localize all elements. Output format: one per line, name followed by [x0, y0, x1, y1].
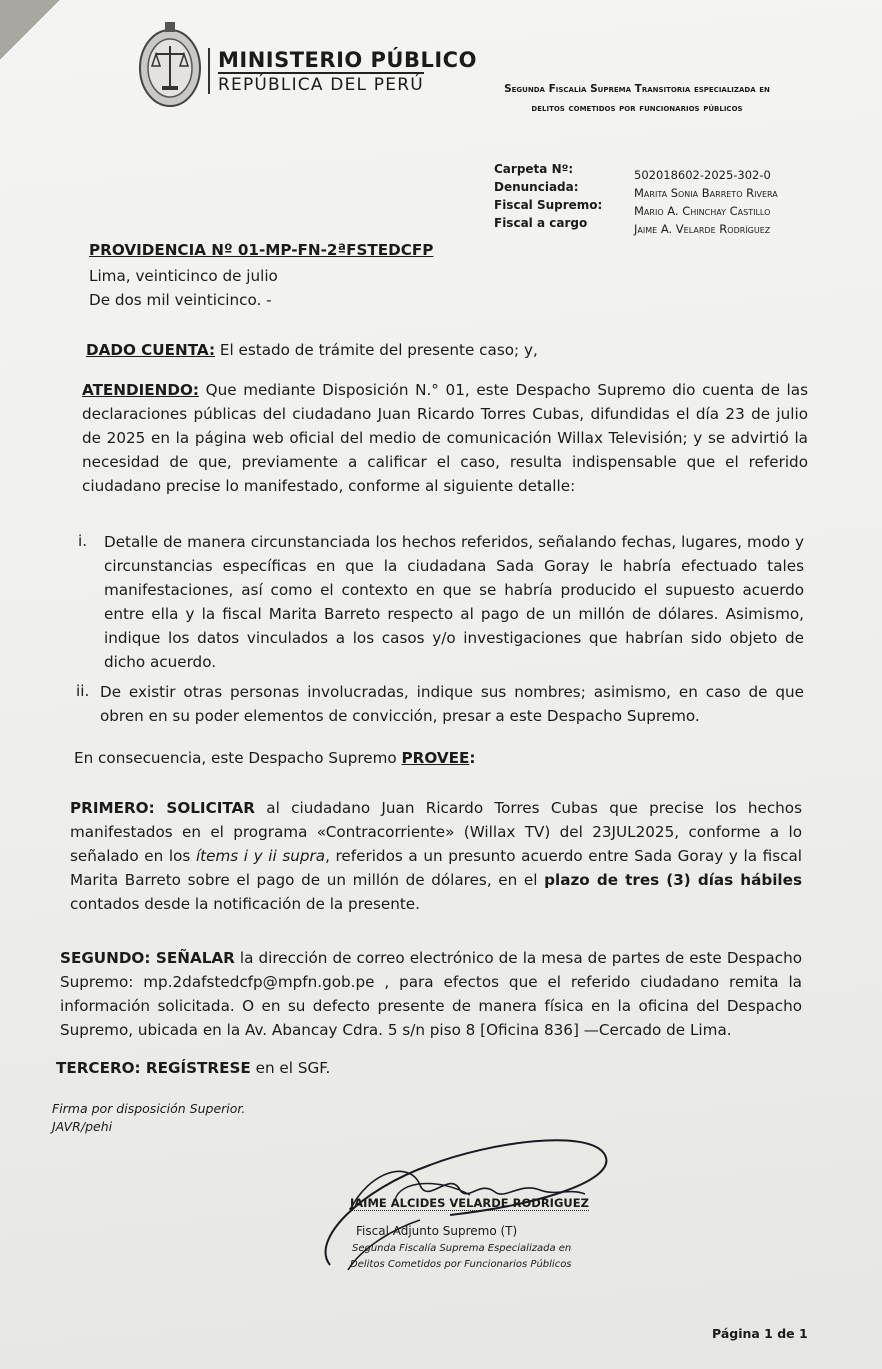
consecuencia-paragraph — [74, 746, 794, 770]
dado-cuenta-paragraph — [86, 338, 806, 362]
office-line-2: delitos cometidos por funcionarios públicos — [531, 102, 743, 114]
item-ii-marker: ii. — [76, 682, 90, 700]
fiscal-supremo-label: Fiscal Supremo: — [494, 198, 603, 212]
segundo-label: SEGUNDO: SEÑALAR — [60, 949, 235, 967]
fiscal-cargo-label: Fiscal a cargo — [494, 216, 588, 230]
consecuencia-text: En consecuencia, este Despacho Supremo — [74, 749, 402, 767]
fiscal-cargo-value: Jaime A. Velarde Rodríguez — [634, 222, 771, 236]
fiscal-supremo-value: Mario A. Chinchay Castillo — [634, 204, 771, 218]
provee-colon: : — [469, 749, 476, 767]
folded-corner — [0, 0, 60, 60]
office-heading — [482, 80, 792, 118]
tercero-text: en el SGF. — [250, 1059, 331, 1077]
denunciada-label: Denunciada: — [494, 180, 579, 194]
logo-divider — [208, 48, 210, 94]
carpeta-value: 502018602-2025-302-0 — [634, 168, 771, 182]
provee-label: PROVEE — [401, 749, 470, 767]
signature-office-line-1: Segunda Fiscalía Suprema Especializada en — [352, 1243, 572, 1254]
item-i-marker: i. — [78, 532, 88, 550]
signature-title: Fiscal Adjunto Supremo (T) — [356, 1224, 518, 1238]
segundo-paragraph — [60, 946, 802, 1042]
primero-text-a: al ciudadano Juan Ricardo Torres Cubas que precise los hechos manifestados en el programa «Contracorriente» (Willax TV) del 23JUL2025, conforme a lo señalado en los — [70, 799, 803, 865]
dado-cuenta-text: El estado de trámite del presente caso; y, — [215, 341, 538, 359]
primero-italic: ítems i y ii supra — [195, 847, 326, 865]
primero-text-c: contados desde la notificación de la presente. — [70, 895, 420, 913]
page-number: Página 1 de 1 — [712, 1326, 808, 1341]
org-country: REPÚBLICA DEL PERÚ — [218, 72, 424, 95]
signature-office-line-2: Delitos Cometidos por Funcionarios Públicos — [350, 1259, 572, 1270]
coat-of-arms-seal — [136, 20, 204, 110]
primero-bold: plazo de tres (3) días hábiles — [544, 871, 802, 889]
carpeta-label: Carpeta Nº: — [494, 162, 574, 176]
primero-text-b: , referidos a un presunto acuerdo entre Sada Goray y la fiscal Marita Barreto sobre el pago de un millón de dólares, en el — [70, 847, 802, 889]
denunciada-value: Marita Sonia Barreto Rivera — [634, 186, 778, 200]
signature-name: JAIME ALCIDES VELARDE RODRIGUEZ — [350, 1196, 589, 1210]
initials-note: JAVR/pehi — [52, 1119, 113, 1134]
org-name: MINISTERIO PÚBLICO — [218, 48, 477, 72]
atendiendo-text: Que mediante Disposición N.° 01, este Despacho Supremo dio cuenta de las declaraciones públicas del ciudadano Juan Ricardo Torres Cubas, difundidas el día 23 de julio de 2025 en la página web oficial del medio de comunicación Willax Televisión; y se advirtió la necesidad de que, previamente a calificar el caso, resulta indispensable que el referido ciudadano precise lo manifestado, conforme al siguiente detalle: — [82, 381, 808, 495]
place-date-line-2: De dos mil veinticinco. - — [89, 291, 272, 309]
place-date-line-1: Lima, veinticinco de julio — [89, 267, 278, 285]
atendiendo-label: ATENDIENDO: — [82, 381, 199, 399]
primero-label: PRIMERO: SOLICITAR — [70, 799, 256, 817]
primero-paragraph — [70, 796, 802, 916]
atendiendo-paragraph — [82, 378, 808, 498]
item-ii-text: De existir otras personas involucradas, indique sus nombres; asimismo, en caso de que obren en su poder elementos de convicción, presar a este Despacho Supremo. — [100, 683, 804, 725]
tercero-paragraph — [56, 1056, 796, 1080]
tercero-label: TERCERO: REGÍSTRESE — [56, 1059, 251, 1077]
office-line-1: Segunda Fiscalía Suprema Transitoria especializada en — [504, 83, 770, 95]
firma-note: Firma por disposición Superior. — [52, 1101, 246, 1116]
dado-cuenta-label: DADO CUENTA: — [86, 341, 216, 359]
providencia-title: PROVIDENCIA Nº 01-MP-FN-2ªFSTEDCFP — [89, 241, 434, 259]
item-i-text: Detalle de manera circunstanciada los hechos referidos, señalando fechas, lugares, modo y circunstancias específicas en que la ciudadana Sada Goray le habría efectuado tales manifestaciones, así como el contexto en que se habría producido el supuesto acuerdo entre ella y la fiscal Marita Barreto respecto al pago de un millón de dólares. Asimismo, indique los datos vinculados a los casos y/o investigaciones que habrían sido objeto de dicho acuerdo. — [104, 533, 804, 671]
segundo-text: la dirección de correo electrónico de la mesa de partes de este Despacho Supremo: mp.2dafstedcfp@mpfn.gob.pe , para efectos que el referido ciudadano remita la información solicitada. O en su defecto presente de manera física en la oficina del Despacho Supremo, ubicada en la Av. Abancay Cdra. 5 s/n piso 8 [Oficina 836] —Cercado de Lima. — [60, 949, 802, 1039]
